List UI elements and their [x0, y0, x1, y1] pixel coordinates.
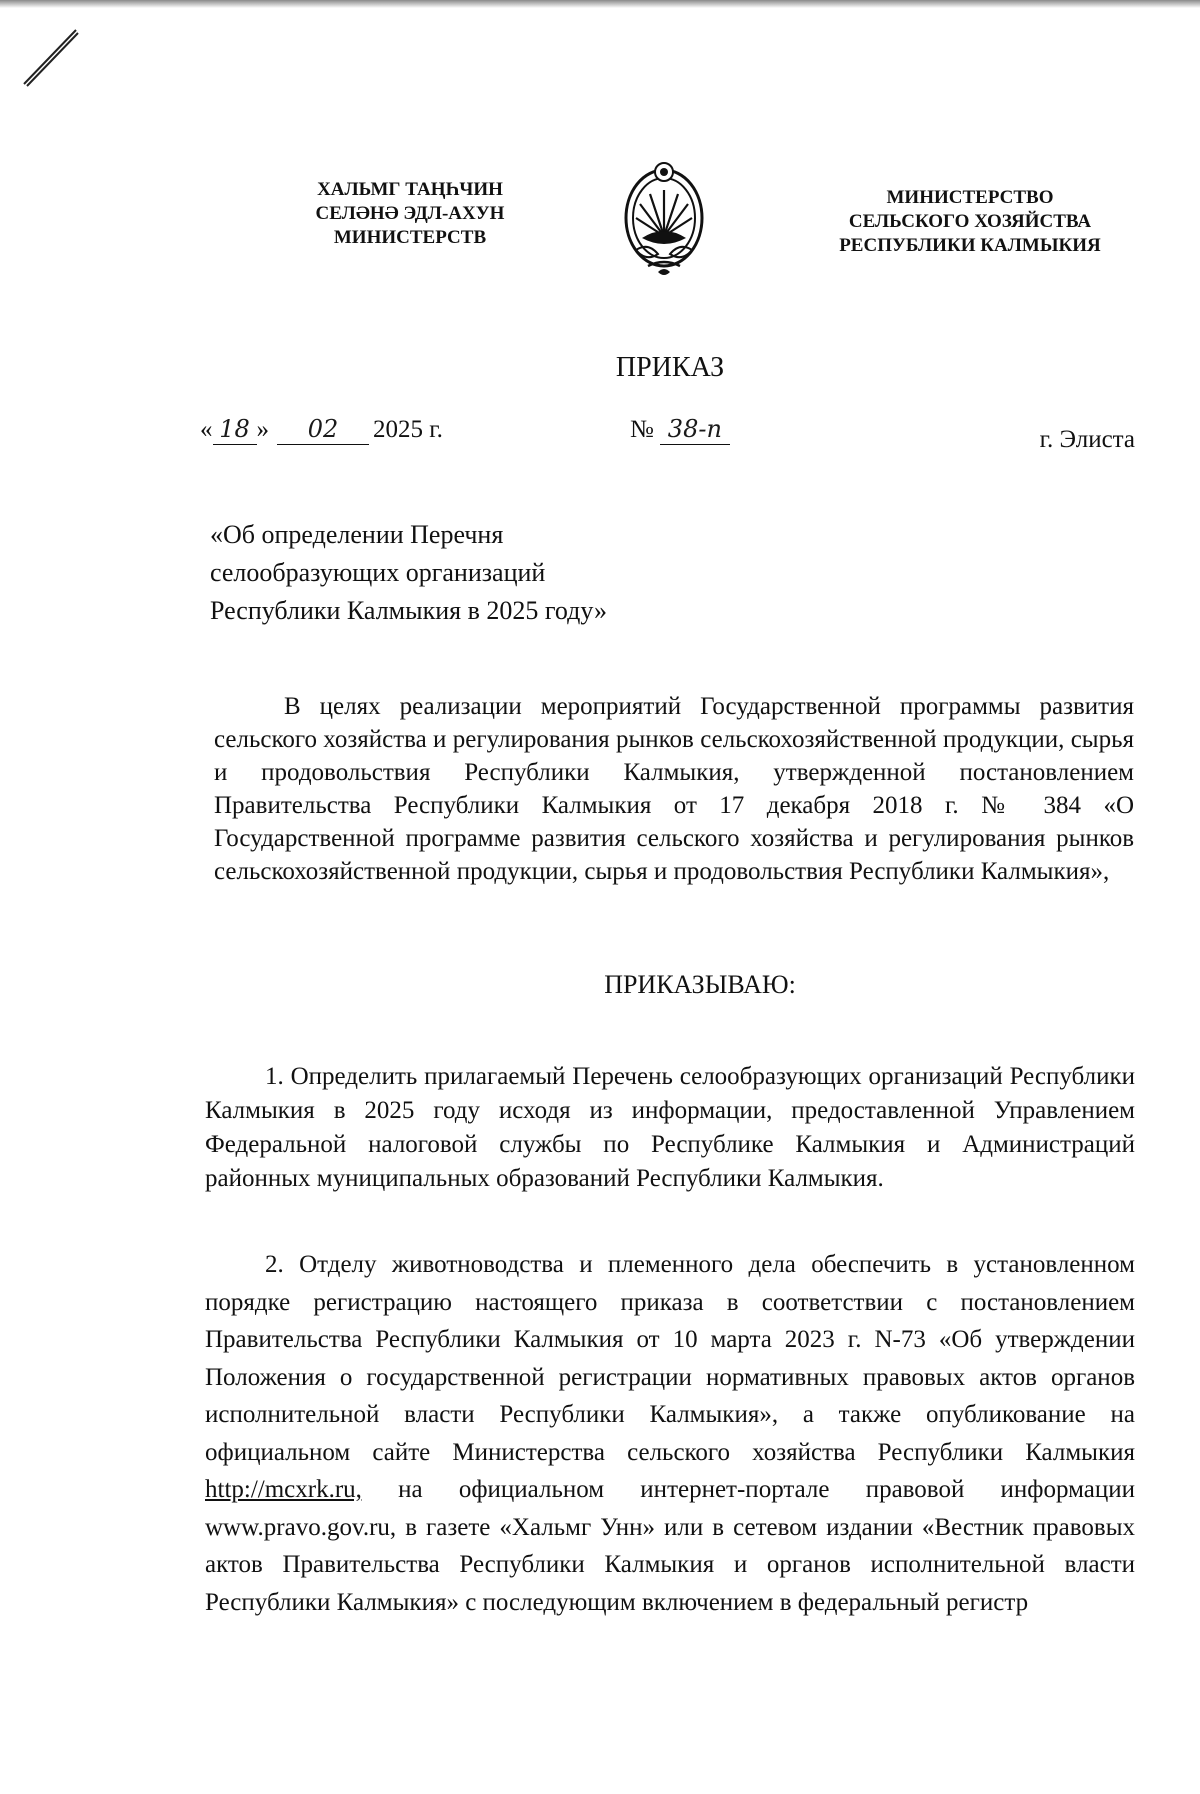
subject-line: «Об определении Перечня [210, 520, 504, 549]
document-date [200, 414, 443, 445]
header-right-line: РЕСПУБЛИКИ КАЛМЫКИЯ [839, 235, 1101, 256]
preamble-paragraph: В целях реализации мероприятий Государственной программы развития сельского хозяйства и регулирования рынков сельскохозяйственной продукции, сырья и продовольствия Республики Калмыкия, утвержденной постановлением Правительства Республики Калмыкия от 17 декабря 2018 г. № 384 «О Государственной программе развития сельского хозяйства и регулирования рынков сельскохозяйственной продукции, сырья и продовольствия Республики Калмыкия», [214, 693, 1134, 885]
header-right-line: СЕЛЬСКОГО ХОЗЯЙСТВА [848, 211, 1092, 232]
item-2-text-after-link: на официальном интернет-портале правовой информации www.pravo.gov.ru, в газете «Хальмг Унн» или в сетевом издании «Вестник правовых актов Правительства Республики Калмыкия и органов исполнительной власти Республики Калмыкия» с последующим включением в федеральный регистр [205, 1476, 1135, 1616]
header-ministry-kalmyk [250, 178, 570, 250]
order-item-1: 1. Определить прилагаемый Перечень селообразующих организаций Республики Калмыкия в 2025 году исходя из информации, предоставленной Управлением Федеральной налоговой службы по Республике Калмыкия и Администраций районных муниципальных образований Республики Калмыкия. [205, 1063, 1135, 1192]
header-right-line: МИНИСТЕРСТВО [886, 187, 1054, 208]
ministry-website-link[interactable]: http://mcxrk.ru, [205, 1476, 362, 1503]
item-2-text-before-link: 2. Отделу животноводства и племенного дела обеспечить в установленном порядке регистрацию настоящего приказа в соответствии с постановлением Правительства Республики Калмыкия от 10 марта 2023 г. N-73 «Об утверждении Положения о государственной регистрации нормативных правовых актов органов исполнительной власти Республики Калмыкия», а также опубликование на официальном сайте Министерства сельского хозяйства Республики Калмыкия [205, 1251, 1135, 1466]
document-number [630, 414, 730, 445]
number-handwritten: 38-п [660, 414, 730, 445]
date-year: 2025 г. [373, 416, 443, 443]
header-left-line: ХАЛЬМГ ТАҢҺЧИН [317, 179, 503, 200]
order-word: ПРИКАЗЫВАЮ: [604, 970, 796, 999]
scan-edge [0, 0, 1200, 8]
date-open-quote: « [200, 416, 213, 443]
kalmykia-coat-of-arms-icon [618, 158, 710, 280]
subject-line: Республики Калмыкия в 2025 году» [210, 596, 608, 625]
document-city: г. Элиста [1039, 426, 1135, 453]
order-item-2 [205, 1246, 1135, 1621]
header-ministry-russian [810, 186, 1130, 258]
date-day-handwritten: 18 [213, 414, 257, 445]
header-left-line: СЕЛӘНӘ ЭДЛ-АХУН [315, 203, 505, 224]
date-month-handwritten: 02 [277, 414, 369, 445]
pen-stroke-mark [14, 24, 84, 94]
document-subject [210, 516, 710, 630]
document-meta-row [200, 414, 1135, 458]
subject-line: селообразующих организаций [210, 558, 546, 587]
number-sign: № [630, 416, 654, 443]
date-close-quote: » [256, 416, 269, 443]
header-left-line: МИНИСТЕРСТВ [333, 227, 487, 248]
document-type: ПРИКАЗ [615, 352, 725, 383]
